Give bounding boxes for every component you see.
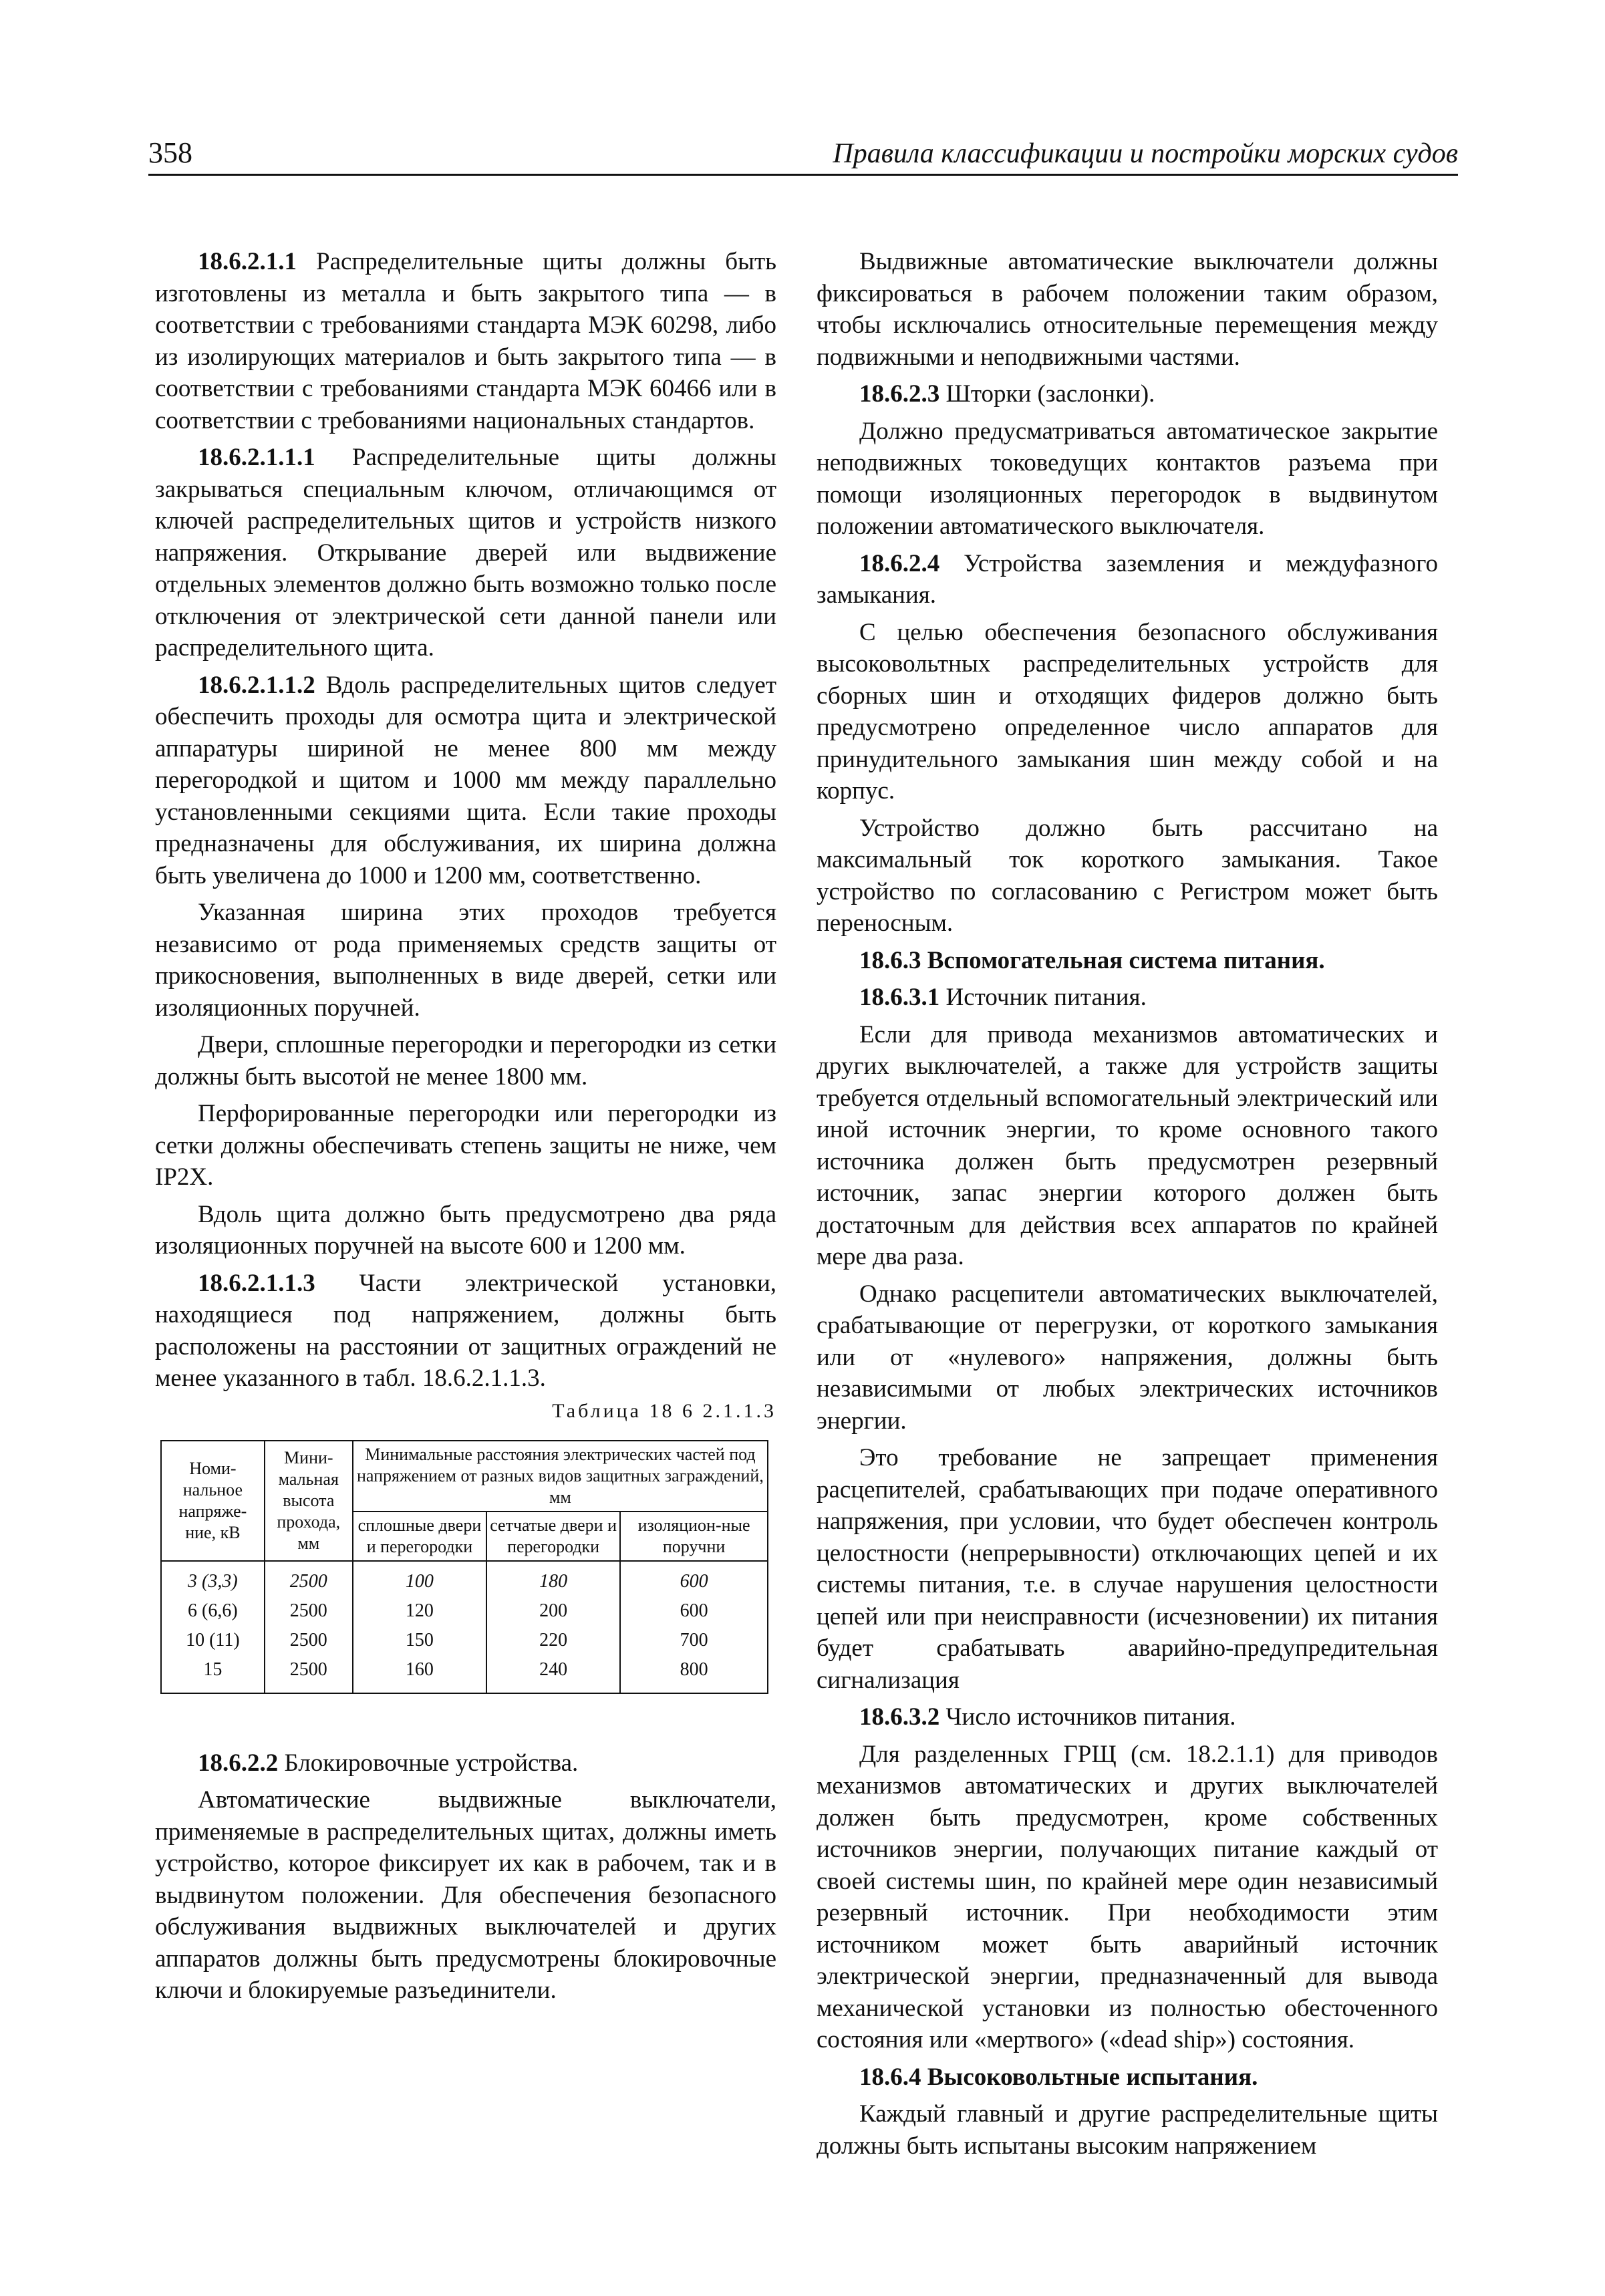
table-cell: 3 (3,3)	[161, 1561, 265, 1596]
table-cell: 15	[161, 1655, 265, 1693]
paragraph: Если для привода механизмов автоматических и других выключателей, а также для устройств защиты требуется отдельный вспомогательный электрический или иной источник энергии, то кроме основного такого источника должен быть предусмотрен резервный источник, запас энергии которого должен быть достаточным для действия всех аппаратов по крайней мере два раза.	[817, 1020, 1438, 1270]
paragraph-18-6-3-2	[817, 1701, 1438, 1733]
paragraph-18-6-2-4	[817, 548, 1438, 611]
table-cell: 600	[620, 1561, 768, 1596]
section-number: 18.6.3.1	[859, 984, 940, 1011]
table-cell: 200	[486, 1596, 620, 1626]
clearance-table	[160, 1440, 768, 1694]
table-cell: 800	[620, 1655, 768, 1693]
table-cell: 100	[353, 1561, 486, 1596]
section-number: 18.6.2.1.1.2	[198, 671, 315, 699]
paragraph-18-6-2-1-1-1	[155, 442, 776, 664]
header-insulating-rails: изоляцион-ные поручни	[620, 1512, 768, 1561]
paragraph-18-6-2-3	[817, 378, 1438, 410]
section-number: 18.6.3.2	[859, 1703, 940, 1731]
table-cell: 2500	[265, 1655, 353, 1693]
paragraph-18-6-2-1-1	[155, 246, 776, 436]
paragraph-text: Шторки (заслонки).	[939, 380, 1155, 408]
table-cell: 6 (6,6)	[161, 1596, 265, 1626]
paragraph-18-6-2-2	[155, 1747, 776, 1779]
section-title: Вспомогательная система питания.	[921, 946, 1325, 974]
paragraph: Выдвижные автоматические выключатели должны фиксироваться в рабочем положении таким образом, чтобы исключались относительные перемещения между подвижными и неподвижными частями.	[817, 248, 1438, 371]
paragraph: Двери, сплошные перегородки и перегородки из сетки должны быть высотой не менее 1800 мм.	[155, 1031, 776, 1091]
right-column	[817, 246, 1438, 2167]
section-number: 18.6.3	[859, 946, 921, 974]
table-cell: 220	[486, 1626, 620, 1655]
table-row	[161, 1626, 768, 1655]
page-header	[148, 134, 1458, 176]
section-number: 18.6.2.2	[198, 1749, 279, 1777]
paragraph-text: Части электрической установки, находящиеся под напряжением, должны быть расположены на расстоянии от защитных ограждений не менее указанного в табл. 18.6.2.1.1.3.	[155, 1269, 776, 1392]
paragraph: Должно предусматриваться автоматическое закрытие неподвижных токоведущих контактов разъема при помощи изоляционных перегородок в выдвинутом положении автоматического выключателя.	[817, 417, 1438, 540]
section-heading-18-6-3	[817, 945, 1438, 977]
section-title: Высоковольтные испытания.	[921, 2063, 1258, 2091]
table-cell: 2500	[265, 1626, 353, 1655]
header-mesh-doors: сетчатые двери и перегородки	[486, 1512, 620, 1561]
paragraph: Это требование не запрещает применения расцепителей, срабатывающих при подаче оперативного напряжения, при условии, что будет обеспечен контроль целостности (непрерывности) отключающих цепей и их системы питания, т.е. в случае нарушения целостности цепей или при неисправности (исчезновении) их питания будет срабатывать аварийно-предупредительная сигнализация	[817, 1444, 1438, 1694]
table-cell: 600	[620, 1596, 768, 1626]
table-cell: 2500	[265, 1561, 353, 1596]
table-row	[161, 1596, 768, 1626]
paragraph-18-6-3-1	[817, 982, 1438, 1014]
section-number: 18.6.2.1.1.1	[198, 444, 315, 471]
running-title: Правила классификации и постройки морских судов	[833, 138, 1458, 169]
paragraph: Каждый главный и другие распределительные щиты должны быть испытаны высоким напряжением	[817, 2100, 1438, 2160]
section-number: 18.6.2.3	[859, 380, 940, 408]
table-cell: 240	[486, 1655, 620, 1693]
paragraph: Автоматические выдвижные выключатели, применяемые в распределительных щитах, должны иметь устройство, которое фиксирует их как в рабочем, так и в выдвинутом положении. Для обеспечения безопасного обслуживания выдвижных выключателей и других аппаратов должны быть предусмотрены блокировочные ключи и блокируемые разъединители.	[155, 1786, 776, 2004]
table-cell: 180	[486, 1561, 620, 1596]
paragraph-18-6-2-1-1-3	[155, 1268, 776, 1395]
paragraph-text: Распределительные щиты должны закрываться специальным ключом, отличающимся от ключей распределительных щитов и устройств низкого напряжения. Открывание дверей или выдвижение отдельных элементов должно быть возможно только после отключения от электрической сети данной панели или распределительного щита.	[155, 444, 776, 662]
section-number: 18.6.2.1.1	[198, 248, 297, 275]
header-passage-height: Мини-мальная высота прохода, мм	[265, 1441, 353, 1561]
header-distances-group: Минимальные расстояния электрических частей под напряжением от разных видов защитных заграждений, мм	[353, 1441, 768, 1512]
paragraph: Для разделенных ГРЩ (см. 18.2.1.1) для приводов механизмов автоматических и других выключателей должен быть предусмотрен, кроме собственных источников энергии, получающих питание каждый от своей системы шин, по крайней мере один независимый резервный источник. При необходимости этим источником может быть аварийный источник электрической энергии, предназначенный для вывода механической установки из полностью обесточенного состояния или «мертвого» («dead ship») состояния.	[817, 1740, 1438, 2053]
header-voltage: Номи-нальное напряже-ние, кВ	[161, 1441, 265, 1561]
paragraph: Однако расцепители автоматических выключателей, срабатывающие от перегрузки, от короткого замыкания или от «нулевого» напряжения, должны быть независимыми от любых электрических источников энергии.	[817, 1280, 1438, 1435]
paragraph-text: Источник питания.	[939, 984, 1147, 1011]
section-number: 18.6.4	[859, 2063, 921, 2091]
left-column	[155, 246, 776, 2012]
paragraph: Перфорированные перегородки или перегородки из сетки должны обеспечивать степень защиты не ниже, чем IP2X.	[155, 1100, 776, 1191]
paragraph: С целью обеспечения безопасного обслуживания высоковольтных распределительных устройств для сборных шин и отходящих фидеров должно быть предусмотрено определенное число аппаратов для принудительного замыкания шин между собой и на корпус.	[817, 618, 1438, 805]
table-cell: 150	[353, 1626, 486, 1655]
table-cell: 120	[353, 1596, 486, 1626]
table-caption: Таблица 18 6 2.1.1.3	[552, 1399, 776, 1422]
table-row	[161, 1655, 768, 1693]
header-solid-doors: сплошные двери и перегородки	[353, 1512, 486, 1561]
section-heading-18-6-4	[817, 2061, 1438, 2094]
page-number: 358	[148, 136, 192, 169]
paragraph: Указанная ширина этих проходов требуется независимо от рода применяемых средств защиты от прикосновения, выполненных в виде дверей, сетки или изоляционных поручней.	[155, 899, 776, 1022]
table-cell: 10 (11)	[161, 1626, 265, 1655]
table-row	[161, 1561, 768, 1596]
paragraph: Вдоль щита должно быть предусмотрено два ряда изоляционных поручней на высоте 600 и 1200 мм.	[155, 1200, 776, 1260]
section-number: 18.6.2.4	[859, 549, 940, 577]
section-number: 18.6.2.1.1.3	[198, 1269, 315, 1297]
paragraph-text: Распределительные щиты должны быть изготовлены из металла и быть закрытого типа — в соответствии с требованиями стандарта МЭК 60298, либо из изолирующих материалов и быть закрытого типа — в соответствии с требованиями стандарта МЭК 60466 или в соответствии с требованиями национальных стандартов.	[155, 248, 776, 434]
paragraph-text: Устройства заземления и междуфазного замыкания.	[817, 549, 1438, 609]
table-cell: 160	[353, 1655, 486, 1693]
paragraph-18-6-2-1-1-2	[155, 670, 776, 892]
paragraph: Устройство должно быть рассчитано на максимальный ток короткого замыкания. Такое устройство по согласованию с Регистром может быть переносным.	[817, 814, 1438, 937]
paragraph-text: Число источников питания.	[939, 1703, 1236, 1731]
table-cell: 2500	[265, 1596, 353, 1626]
paragraph-text: Блокировочные устройства.	[278, 1749, 579, 1777]
paragraph-text: Вдоль распределительных щитов следует обеспечить проходы для осмотра щита и электрической аппаратуры шириной не менее 800 мм между перегородкой и щитом и 1000 мм между параллельно установленными секциями щита. Если такие проходы предназначены для обслуживания, их ширина должна быть увеличена до 1000 и 1200 мм, соответственно.	[155, 671, 776, 889]
table-cell: 700	[620, 1626, 768, 1655]
